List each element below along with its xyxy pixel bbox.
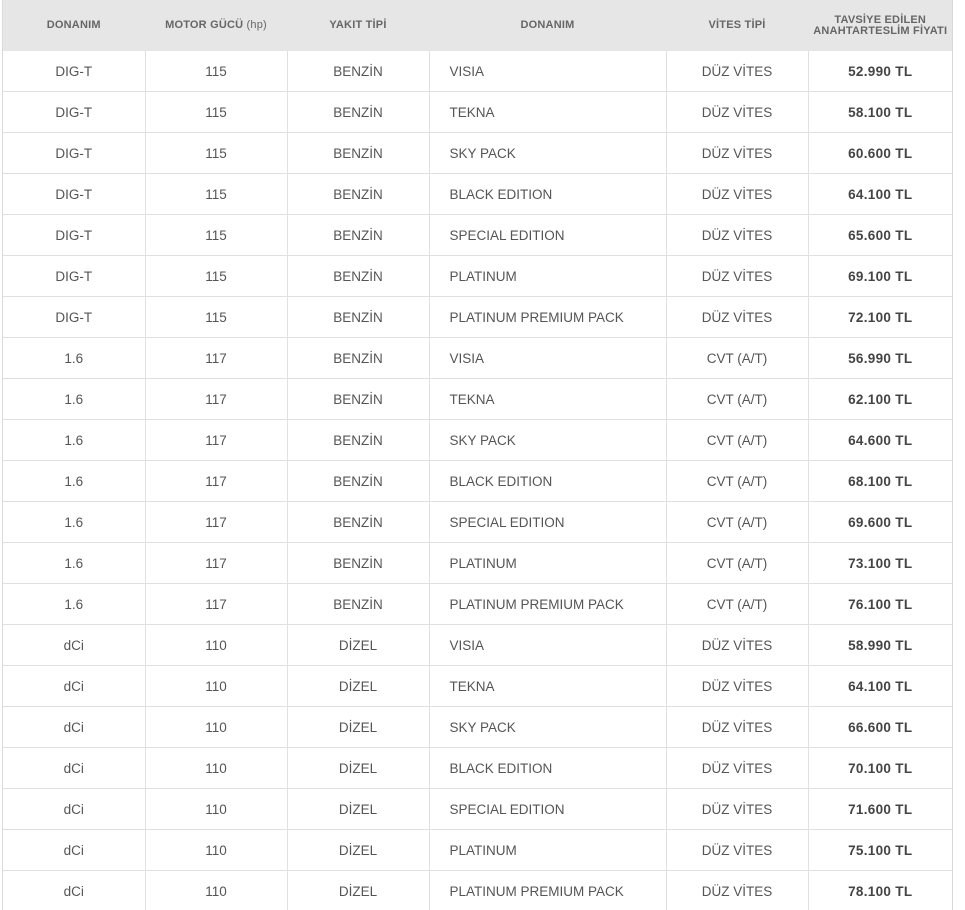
gear-cell: DÜZ VİTES [666, 748, 808, 789]
hp-cell: 115 [145, 174, 287, 215]
price-cell: 76.100 TL [808, 584, 952, 625]
table-row [3, 625, 952, 666]
engine-cell: 1.6 [3, 338, 145, 379]
header-label: DONANIM [520, 19, 575, 31]
header-row [3, 0, 952, 51]
price-cell: 60.600 TL [808, 133, 952, 174]
engine-cell: DIG-T [3, 297, 145, 338]
table-row [3, 51, 952, 92]
table-row [3, 584, 952, 625]
engine-cell: 1.6 [3, 461, 145, 502]
trim-cell: SPECIAL EDITION [429, 502, 666, 543]
table-row [3, 707, 952, 748]
gear-cell: DÜZ VİTES [666, 789, 808, 830]
table-row [3, 297, 952, 338]
price-cell: 58.990 TL [808, 625, 952, 666]
engine-cell: dCi [3, 666, 145, 707]
engine-cell: dCi [3, 871, 145, 910]
engine-cell: DIG-T [3, 51, 145, 92]
gear-cell: CVT (A/T) [666, 543, 808, 584]
engine-cell: 1.6 [3, 502, 145, 543]
engine-cell: DIG-T [3, 256, 145, 297]
hp-cell: 117 [145, 338, 287, 379]
hp-cell: 115 [145, 133, 287, 174]
table-row [3, 379, 952, 420]
trim-cell: VISIA [429, 51, 666, 92]
hp-cell: 117 [145, 584, 287, 625]
gear-cell: DÜZ VİTES [666, 174, 808, 215]
gear-cell: CVT (A/T) [666, 338, 808, 379]
trim-cell: PLATINUM [429, 543, 666, 584]
table-row [3, 748, 952, 789]
fuel-cell: DİZEL [287, 707, 429, 748]
hp-cell: 115 [145, 297, 287, 338]
engine-cell: DIG-T [3, 92, 145, 133]
engine-cell: 1.6 [3, 420, 145, 461]
price-cell: 69.600 TL [808, 502, 952, 543]
price-cell: 58.100 TL [808, 92, 952, 133]
price-table [3, 0, 952, 910]
engine-cell: dCi [3, 789, 145, 830]
price-cell: 72.100 TL [808, 297, 952, 338]
gear-cell: CVT (A/T) [666, 584, 808, 625]
trim-cell: PLATINUM PREMIUM PACK [429, 584, 666, 625]
gear-cell: DÜZ VİTES [666, 297, 808, 338]
hp-cell: 110 [145, 871, 287, 910]
table-row [3, 256, 952, 297]
gear-cell: DÜZ VİTES [666, 666, 808, 707]
price-cell: 69.100 TL [808, 256, 952, 297]
gear-cell: DÜZ VİTES [666, 707, 808, 748]
gear-cell: CVT (A/T) [666, 502, 808, 543]
engine-cell: dCi [3, 707, 145, 748]
fuel-cell: BENZİN [287, 379, 429, 420]
header-motor-power [145, 0, 287, 51]
gear-cell: DÜZ VİTES [666, 256, 808, 297]
engine-cell: dCi [3, 625, 145, 666]
trim-cell: VISIA [429, 338, 666, 379]
trim-cell: PLATINUM PREMIUM PACK [429, 871, 666, 910]
header-donanim-engine [3, 0, 145, 51]
table-row [3, 420, 952, 461]
fuel-cell: BENZİN [287, 92, 429, 133]
gear-cell: DÜZ VİTES [666, 830, 808, 871]
table-body [3, 51, 952, 910]
table-row [3, 543, 952, 584]
fuel-cell: BENZİN [287, 461, 429, 502]
fuel-cell: BENZİN [287, 51, 429, 92]
hp-cell: 110 [145, 666, 287, 707]
hp-cell: 110 [145, 707, 287, 748]
gear-cell: CVT (A/T) [666, 379, 808, 420]
trim-cell: SKY PACK [429, 133, 666, 174]
price-cell: 65.600 TL [808, 215, 952, 256]
price-cell: 52.990 TL [808, 51, 952, 92]
header-label: DONANIM [46, 19, 101, 31]
header-unit: (hp) [246, 19, 267, 31]
engine-cell: dCi [3, 830, 145, 871]
engine-cell: 1.6 [3, 379, 145, 420]
gear-cell: DÜZ VİTES [666, 133, 808, 174]
engine-cell: 1.6 [3, 543, 145, 584]
trim-cell: BLACK EDITION [429, 461, 666, 502]
price-cell: 68.100 TL [808, 461, 952, 502]
header-label: MOTOR GÜCÜ [165, 19, 244, 31]
hp-cell: 115 [145, 51, 287, 92]
trim-cell: TEKNA [429, 666, 666, 707]
fuel-cell: BENZİN [287, 543, 429, 584]
table-header [3, 0, 952, 51]
price-cell: 73.100 TL [808, 543, 952, 584]
trim-cell: PLATINUM PREMIUM PACK [429, 297, 666, 338]
fuel-cell: DİZEL [287, 625, 429, 666]
engine-cell: DIG-T [3, 133, 145, 174]
price-cell: 78.100 TL [808, 871, 952, 910]
gear-cell: DÜZ VİTES [666, 51, 808, 92]
table-row [3, 666, 952, 707]
hp-cell: 115 [145, 92, 287, 133]
gear-cell: DÜZ VİTES [666, 92, 808, 133]
trim-cell: SPECIAL EDITION [429, 789, 666, 830]
price-table-container [2, 0, 953, 910]
header-price [808, 0, 952, 51]
hp-cell: 110 [145, 625, 287, 666]
trim-cell: VISIA [429, 625, 666, 666]
engine-cell: DIG-T [3, 215, 145, 256]
hp-cell: 110 [145, 789, 287, 830]
header-label: YAKIT TİPİ [329, 19, 387, 31]
fuel-cell: BENZİN [287, 174, 429, 215]
hp-cell: 115 [145, 215, 287, 256]
fuel-cell: DİZEL [287, 666, 429, 707]
hp-cell: 110 [145, 830, 287, 871]
header-fuel-type [287, 0, 429, 51]
header-gear-type [666, 0, 808, 51]
table-row [3, 92, 952, 133]
trim-cell: BLACK EDITION [429, 748, 666, 789]
fuel-cell: DİZEL [287, 748, 429, 789]
fuel-cell: BENZİN [287, 420, 429, 461]
trim-cell: BLACK EDITION [429, 174, 666, 215]
header-label: ANAHTARTESLİM FİYATI [813, 24, 948, 37]
gear-cell: CVT (A/T) [666, 420, 808, 461]
table-row [3, 338, 952, 379]
table-row [3, 461, 952, 502]
hp-cell: 110 [145, 748, 287, 789]
trim-cell: SKY PACK [429, 420, 666, 461]
trim-cell: SPECIAL EDITION [429, 215, 666, 256]
price-cell: 64.600 TL [808, 420, 952, 461]
header-label: TAVSİYE EDİLEN [834, 13, 927, 26]
table-row [3, 174, 952, 215]
trim-cell: PLATINUM [429, 830, 666, 871]
price-cell: 66.600 TL [808, 707, 952, 748]
table-row [3, 830, 952, 871]
hp-cell: 117 [145, 543, 287, 584]
table-row [3, 133, 952, 174]
trim-cell: SKY PACK [429, 707, 666, 748]
fuel-cell: BENZİN [287, 338, 429, 379]
header-label: VİTES TİPİ [708, 19, 766, 31]
gear-cell: DÜZ VİTES [666, 625, 808, 666]
trim-cell: TEKNA [429, 379, 666, 420]
engine-cell: dCi [3, 748, 145, 789]
fuel-cell: DİZEL [287, 830, 429, 871]
fuel-cell: BENZİN [287, 297, 429, 338]
price-cell: 71.600 TL [808, 789, 952, 830]
hp-cell: 117 [145, 461, 287, 502]
price-cell: 70.100 TL [808, 748, 952, 789]
engine-cell: 1.6 [3, 584, 145, 625]
hp-cell: 117 [145, 502, 287, 543]
gear-cell: CVT (A/T) [666, 461, 808, 502]
price-cell: 62.100 TL [808, 379, 952, 420]
gear-cell: DÜZ VİTES [666, 215, 808, 256]
price-cell: 64.100 TL [808, 174, 952, 215]
table-row [3, 871, 952, 910]
table-row [3, 789, 952, 830]
table-row [3, 502, 952, 543]
hp-cell: 117 [145, 379, 287, 420]
fuel-cell: DİZEL [287, 789, 429, 830]
fuel-cell: BENZİN [287, 256, 429, 297]
fuel-cell: BENZİN [287, 133, 429, 174]
price-cell: 75.100 TL [808, 830, 952, 871]
engine-cell: DIG-T [3, 174, 145, 215]
price-cell: 64.100 TL [808, 666, 952, 707]
trim-cell: TEKNA [429, 92, 666, 133]
hp-cell: 115 [145, 256, 287, 297]
fuel-cell: BENZİN [287, 584, 429, 625]
price-cell: 56.990 TL [808, 338, 952, 379]
hp-cell: 117 [145, 420, 287, 461]
fuel-cell: BENZİN [287, 215, 429, 256]
fuel-cell: DİZEL [287, 871, 429, 910]
table-row [3, 215, 952, 256]
gear-cell: DÜZ VİTES [666, 871, 808, 910]
fuel-cell: BENZİN [287, 502, 429, 543]
trim-cell: PLATINUM [429, 256, 666, 297]
header-donanim-trim [429, 0, 666, 51]
